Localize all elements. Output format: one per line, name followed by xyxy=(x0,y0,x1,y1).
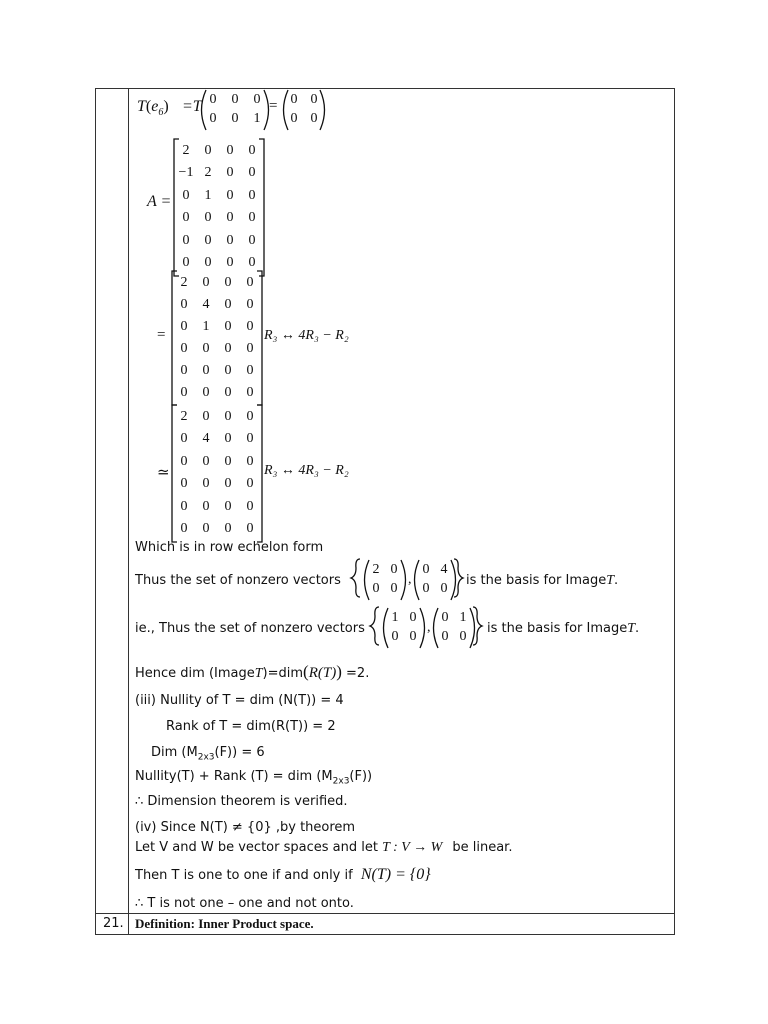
te6-matrix-2 xyxy=(280,89,328,131)
matrix-a xyxy=(172,138,266,277)
matrix-cell: 0 xyxy=(202,274,210,290)
matrix-cell: 0 xyxy=(441,610,449,625)
matrix-cell: 0 xyxy=(182,232,190,248)
matrix-cell: 0 xyxy=(246,453,254,469)
matrix-cell: 0 xyxy=(180,431,188,447)
matrix-cell: 0 xyxy=(180,521,188,537)
matrix-cell: 0 xyxy=(180,384,188,400)
matrix-cell: 2 xyxy=(182,142,190,158)
matrix-cell: 0 xyxy=(441,629,449,644)
matrix-cell: 2 xyxy=(180,274,188,290)
matrix-cell: 0 xyxy=(248,142,256,158)
matrix-cell: 0 xyxy=(224,318,232,334)
matrix-cell: 0 xyxy=(180,476,188,492)
basis1-set xyxy=(349,558,465,598)
basis-vector-1 xyxy=(380,607,428,649)
matrix-cell: 0 xyxy=(459,629,467,644)
matrix-cell: 0 xyxy=(226,187,234,203)
matrix-cell: 0 xyxy=(224,453,232,469)
matrix-cell: 0 xyxy=(202,453,210,469)
matrix-cell: 0 xyxy=(202,340,210,356)
matrix-cell: 0 xyxy=(409,610,417,625)
matrix-cell: 0 xyxy=(248,210,256,226)
matrix-cell: 0 xyxy=(180,318,188,334)
matrix-cell: 0 xyxy=(253,92,261,107)
echelon-text: Which is in row echelon form xyxy=(135,540,324,555)
nullity-line: (iii) Nullity of T = dim (N(T)) = 4 xyxy=(135,693,344,708)
te6-lhs: $T(e_6)$ xyxy=(137,98,169,119)
matrix-cell: 0 xyxy=(391,629,399,644)
matrix-cell: 0 xyxy=(310,92,318,107)
matrix-cell: 0 xyxy=(246,476,254,492)
matrix-cell: 0 xyxy=(224,521,232,537)
te6-matrix-1 xyxy=(198,89,272,131)
matrix-b xyxy=(170,270,264,406)
matrix-cell: 0 xyxy=(246,431,254,447)
matrix-cell: 0 xyxy=(246,274,254,290)
matrix-cell: 0 xyxy=(202,521,210,537)
matrix-cell: 0 xyxy=(224,362,232,378)
matrix-cell: 0 xyxy=(224,274,232,290)
matrix-cell: 0 xyxy=(224,384,232,400)
matrix-cell: 0 xyxy=(248,255,256,271)
matrix-cell: 1 xyxy=(202,318,210,334)
matrix-cell: 0 xyxy=(390,581,398,596)
matrix-cell: 2 xyxy=(372,562,380,577)
matrix-cell: 1 xyxy=(204,187,212,203)
matrix-cell: 0 xyxy=(409,629,417,644)
basis-vector-1 xyxy=(361,559,409,601)
matrix-cell: 0 xyxy=(224,408,232,424)
not-one-one-line: ∴ T is not one – one and not onto. xyxy=(135,896,354,911)
matrix-cell: 0 xyxy=(180,362,188,378)
te6-eq2: = xyxy=(269,98,278,114)
basis2-prefix: ie., Thus the set of nonzero vectors xyxy=(135,621,365,636)
matrix-cell: 0 xyxy=(440,581,448,596)
matrix-cell: 0 xyxy=(248,232,256,248)
matrix-cell: 0 xyxy=(246,340,254,356)
matrix-cell: 0 xyxy=(224,431,232,447)
left-brace xyxy=(351,559,360,597)
matrix-cell: 0 xyxy=(246,498,254,514)
matrix-cell: 0 xyxy=(310,111,318,126)
basis-vector-2 xyxy=(430,607,478,649)
matrix-cell: 0 xyxy=(390,562,398,577)
let-vw-line: Let V and W be vector spaces and let T : V → W be linear. xyxy=(135,840,513,855)
matrix-cell: 0 xyxy=(248,165,256,181)
matrix-cell: 2 xyxy=(180,408,188,424)
matrix-cell: 1 xyxy=(253,111,261,126)
matrix-b-operation: R₃ ↔ 4R₃ − R₂ xyxy=(264,328,349,343)
since-line: (iv) Since N(T) ≠ {0} ,by theorem xyxy=(135,820,356,835)
matrix-cell: 0 xyxy=(202,384,210,400)
matrix-cell: 0 xyxy=(204,210,212,226)
matrix-cell: 0 xyxy=(246,384,254,400)
basis1-prefix: Thus the set of nonzero vectors xyxy=(135,573,341,588)
basis2-suffix: is the basis for ImageT. xyxy=(487,621,640,636)
matrix-cell: 4 xyxy=(202,296,210,312)
basis-comma: , xyxy=(408,572,412,587)
basis-comma: , xyxy=(427,620,431,635)
definition-heading: Definition: Inner Product space. xyxy=(135,916,314,931)
matrix-cell: 4 xyxy=(440,562,448,577)
matrix-cell: 0 xyxy=(224,340,232,356)
matrix-cell: 0 xyxy=(226,210,234,226)
column-divider xyxy=(128,88,129,935)
rank-line: Rank of T = dim(R(T)) = 2 xyxy=(166,719,336,734)
matrix-cell: 0 xyxy=(182,187,190,203)
matrix-b-prefix: = xyxy=(157,327,166,343)
matrix-cell: 0 xyxy=(204,232,212,248)
row-divider xyxy=(95,913,675,914)
matrix-cell: 0 xyxy=(422,581,430,596)
matrix-cell: 0 xyxy=(209,111,217,126)
matrix-cell: 0 xyxy=(422,562,430,577)
matrix-cell: 4 xyxy=(202,431,210,447)
matrix-cell: 0 xyxy=(226,165,234,181)
matrix-c-operation: R₃ ↔ 4R₃ − R₂ xyxy=(264,463,349,478)
row-number: 21. xyxy=(103,916,124,931)
basis1-suffix: is the basis for ImageT. xyxy=(466,573,619,588)
matrix-cell: 0 xyxy=(226,142,234,158)
matrix-cell: 0 xyxy=(202,498,210,514)
matrix-cell: 0 xyxy=(180,498,188,514)
matrix-cell: 0 xyxy=(224,296,232,312)
verified-line: ∴ Dimension theorem is verified. xyxy=(135,794,348,809)
matrix-a-label: A = xyxy=(147,193,172,210)
matrix-cell: 0 xyxy=(202,408,210,424)
matrix-cell: 2 xyxy=(204,165,212,181)
matrix-cell: 0 xyxy=(248,187,256,203)
left-brace xyxy=(370,607,379,645)
te6-eq1: =T xyxy=(182,98,202,115)
basis-vector-2 xyxy=(411,559,459,601)
then-line: Then T is one to one if and only if N(T) = {0} xyxy=(135,866,431,883)
matrix-cell: 0 xyxy=(246,408,254,424)
matrix-cell: 0 xyxy=(204,255,212,271)
matrix-cell: 0 xyxy=(246,362,254,378)
matrix-cell: 0 xyxy=(246,296,254,312)
basis2-set xyxy=(368,606,484,646)
matrix-cell: 0 xyxy=(226,255,234,271)
matrix-cell: 0 xyxy=(246,318,254,334)
matrix-cell: 0 xyxy=(204,142,212,158)
matrix-cell: 0 xyxy=(180,340,188,356)
hence-dim-line: Hence dim (ImageT)=dim(R(T)) =2. xyxy=(135,662,370,681)
matrix-cell: 1 xyxy=(391,610,399,625)
matrix-cell: 0 xyxy=(202,476,210,492)
matrix-cell: 0 xyxy=(224,498,232,514)
matrix-cell: 0 xyxy=(209,92,217,107)
matrix-cell: 0 xyxy=(224,476,232,492)
matrix-cell: 0 xyxy=(180,296,188,312)
matrix-cell: 0 xyxy=(290,111,298,126)
matrix-cell: 1 xyxy=(459,610,467,625)
matrix-c xyxy=(170,404,264,543)
sum-line: Nullity(T) + Rank (T) = dim $(M_{2x3}(F))$ xyxy=(135,769,373,787)
matrix-cell: −1 xyxy=(178,165,194,181)
dim-m-line: Dim $(M_{2x3}(F)) = 6$ xyxy=(151,745,265,763)
matrix-cell: 0 xyxy=(290,92,298,107)
matrix-cell: 0 xyxy=(202,362,210,378)
matrix-cell: 0 xyxy=(231,111,239,126)
matrix-cell: 0 xyxy=(180,453,188,469)
matrix-cell: 0 xyxy=(182,255,190,271)
matrix-cell: 0 xyxy=(372,581,380,596)
matrix-cell: 0 xyxy=(246,521,254,537)
matrix-c-prefix: ≃ xyxy=(157,465,170,481)
matrix-cell: 0 xyxy=(182,210,190,226)
matrix-cell: 0 xyxy=(226,232,234,248)
matrix-cell: 0 xyxy=(231,92,239,107)
